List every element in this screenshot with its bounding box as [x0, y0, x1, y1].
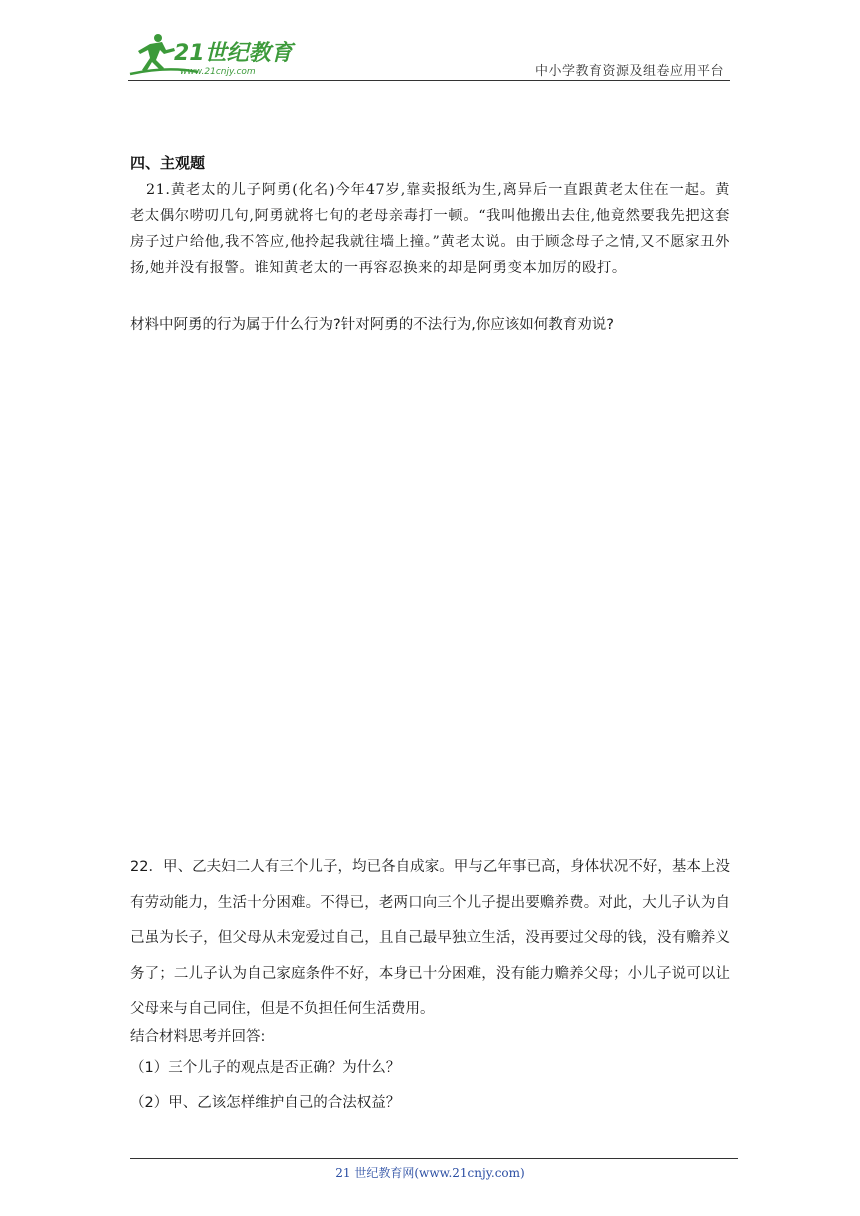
question-22-sub-2: （2）甲、乙该怎样维护自己的合法权益？: [130, 1095, 401, 1111]
footer-divider: [130, 1158, 738, 1159]
section-title: 四、主观题: [130, 154, 206, 172]
logo-url: www.21cnjy.com: [180, 67, 256, 77]
header-divider: [128, 80, 730, 81]
question-21-material: 21.黄老太的儿子阿勇(化名)今年47岁,靠卖报纸为生,离异后一直跟黄老太住在一起。黄老太偶尔唠叨几句,阿勇就将七旬的老母亲毒打一顿。“我叫他搬出去住,他竟然要我先把这套房子过户给他,我不答应,他拎起我就往墙上撞。”黄老太说。由于顾念母子之情,又不愿家丑外扬,她并没有报警。谁知黄老太的一再容忍换来的却是阿勇变本加厉的殴打。: [130, 182, 730, 276]
question-22-sub-1: （1）三个儿子的观点是否正确？为什么？: [130, 1060, 401, 1076]
logo-21cnjy: [128, 30, 298, 82]
question-21-prompt: 材料中阿勇的行为属于什么行为?针对阿勇的不法行为,你应该如何教育劝说?: [130, 317, 614, 333]
page-footer: 21 世纪教育网(www.21cnjy.com): [335, 1166, 525, 1180]
logo-text: 21世纪教育: [174, 41, 293, 66]
question-22-prompt: 结合材料思考并回答:: [130, 1029, 266, 1045]
platform-name: 中小学教育资源及组卷应用平台: [534, 64, 724, 79]
page-header: [128, 30, 728, 82]
runner-icon: [138, 34, 175, 72]
question-22-material: 22．甲、乙夫妇二人有三个儿子，均已各自成家。甲与乙年事已高，身体状况不好，基本上没有劳动能力，生活十分困难。不得已，老两口向三个儿子提出要赡养费。对此，大儿子认为自己虽为长子，但父母从未宠爱过自己，且自己最早独立生活，没再要过父母的钱，没有赡养义务了；二儿子认为自己家庭条件不好，本身已十分困难，没有能力赡养父母；小儿子说可以让父母来与自己同住，但是不负担任何生活费用。: [130, 859, 730, 1017]
